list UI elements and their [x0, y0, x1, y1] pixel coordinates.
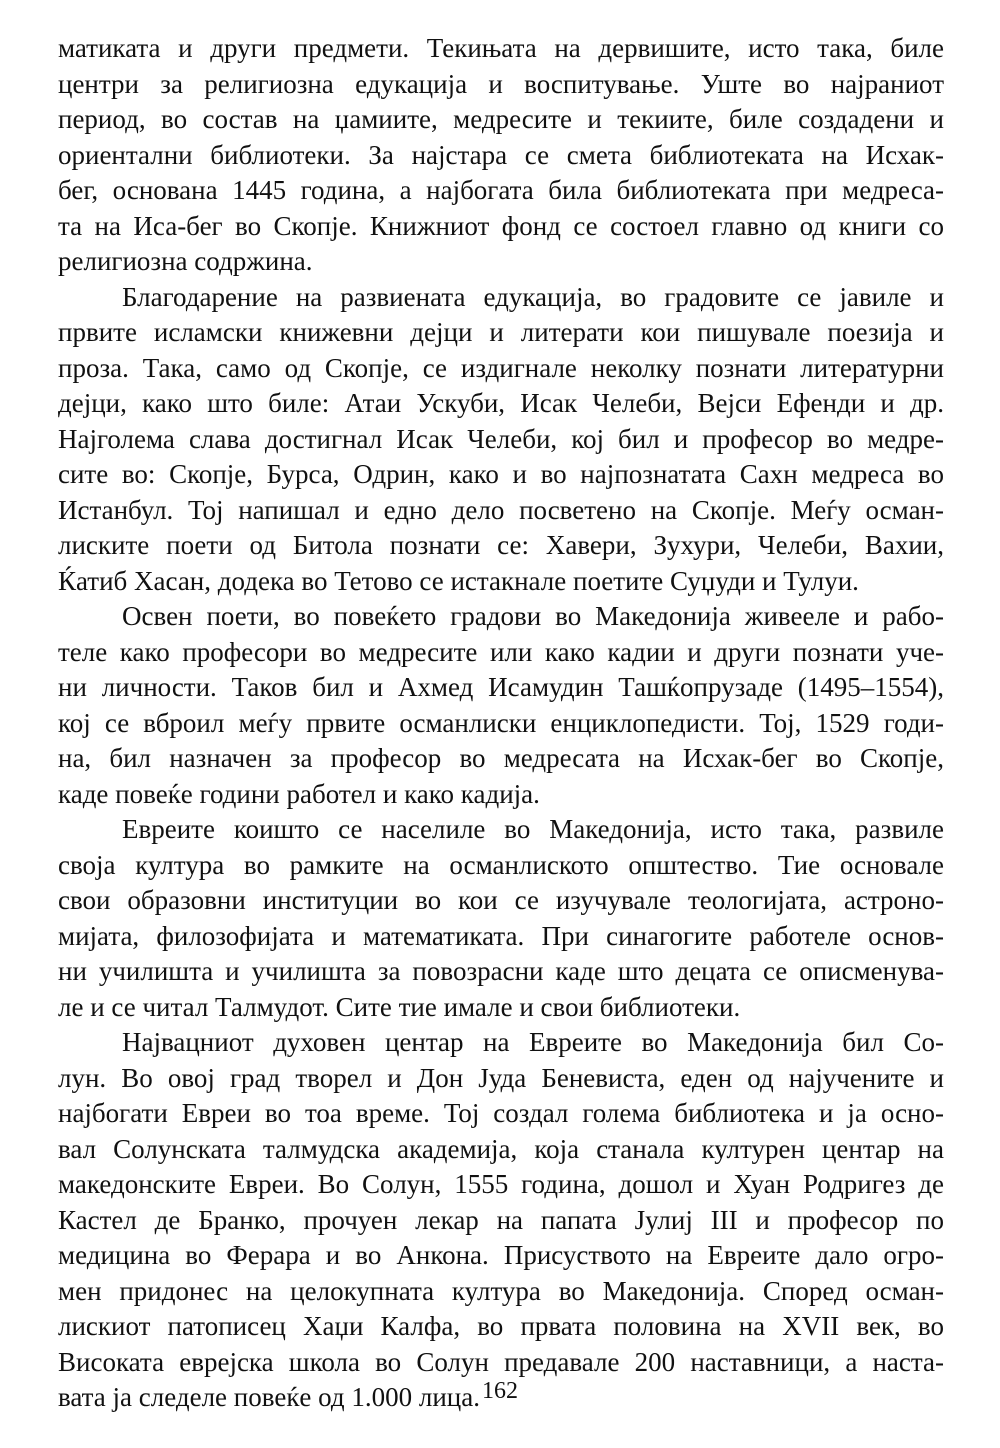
text-line: Благодарение на развиената едукација, во градовите се јавиле и: [122, 281, 944, 312]
text-line: лиските поети од Битола познати се: Хавери, Зухури, Челеби, Вахии,: [58, 530, 944, 560]
text-line: мен придонес на целокупната култура во Македонија. Според осман-: [58, 1275, 944, 1306]
text-line: ни училишта и училишта за повозрасни каде што децата се описменува-: [58, 956, 944, 986]
text-line: сите во: Скопје, Бурса, Одрин, како и во најпознатата Сахн медреса во: [58, 459, 944, 489]
text-line: на, бил назначен за професор во медресата на Исхак-бег во Скопје,: [58, 743, 944, 773]
text-line: теле како професори во медресите или како кадии и други познати уче-: [58, 636, 944, 667]
text-line: проза. Така, само од Скопје, се издигнале неколку познати литературни: [58, 352, 944, 383]
text-line: свои образовни институции во кои се изучувале теологијата, астроно-: [58, 885, 944, 915]
text-line: вал Солунската талмудска академија, која станала културен центар на: [58, 1133, 944, 1164]
page-number: 162: [482, 1378, 518, 1404]
text-line: Ќатиб Хасан, додека во Тетово се истакнале поетите Суџуди и Тулуи.: [58, 565, 859, 596]
paragraph: [58, 812, 944, 1025]
text-line: ориентални библиотеки. За најстара се смета библиотеката на Исхак-: [58, 139, 944, 170]
text-line: лун. Во овој град творел и Дон Јуда Беневиста, еден од најучените и: [58, 1062, 944, 1093]
text-line: религиозна содржина.: [58, 246, 313, 276]
text-line: вата ја следеле повеќе од 1.000 лица.: [58, 1382, 480, 1412]
text-line: период, во состав на џамиите, медресите и текиите, биле создадени и: [58, 104, 944, 134]
text-line: ле и се читал Талмудот. Сите тие имале и свои библиотеки.: [58, 991, 741, 1022]
text-line: мијата, филозофијата и математиката. При синагогите работеле основ-: [58, 920, 944, 951]
paragraph: [58, 31, 944, 280]
body-text: [58, 31, 944, 1416]
text-line: дејци, како што биле: Атаи Ускуби, Исак Челеби, Вејси Ефенди и др.: [58, 388, 944, 418]
text-line: матиката и други предмети. Текињата на дервишите, исто така, биле: [58, 33, 944, 63]
text-line: Освен поети, во повеќето градови во Македонија живееле и рабо-: [122, 601, 944, 631]
text-line: своја култура во рамките на османлиското општество. Тие основале: [58, 849, 944, 880]
paragraph: [58, 599, 944, 812]
text-line: ни личности. Таков бил и Ахмед Исамудин Ташќопрузаде (1495–1554),: [58, 672, 944, 702]
text-line: првите исламски книжевни дејци и литерати кои пишувале поезија и: [58, 317, 944, 347]
text-line: Највацниот духовен центар на Евреите во Македонија бил Со-: [122, 1027, 944, 1057]
text-line: лискиот патописец Хаџи Калфа, во првата половина на XVII век, во: [58, 1311, 944, 1341]
text-line: најбогати Евреи во тоа време. Тој создал голема библиотека и ја осно-: [58, 1098, 944, 1128]
text-line: медицина во Ферара и во Анкона. Присуството на Евреите дало огро-: [58, 1240, 944, 1270]
text-line: центри за религиозна едукација и воспитување. Уште во најраниот: [58, 68, 944, 99]
text-line: Најголема слава достигнал Исак Челеби, кој бил и професор во медре-: [58, 423, 944, 454]
text-line: Високата еврејска школа во Солун предавале 200 наставници, а наста-: [58, 1346, 944, 1377]
text-line: та на Иса-бег во Скопје. Книжниот фонд се состоел главно од книги со: [58, 210, 944, 241]
text-line: бег, основана 1445 година, а најбогата била библиотеката при медреса-: [58, 175, 944, 205]
text-line: македонските Евреи. Во Солун, 1555 година, дошол и Хуан Родригез де: [58, 1169, 944, 1199]
text-line: Евреите коишто се населиле во Македонија, исто така, развиле: [122, 814, 944, 844]
paragraph: [58, 280, 944, 600]
text-line: каде повеќе години работел и како кадија.: [58, 778, 540, 809]
text-line: кој се вброил меѓу првите османлиски енциклопедисти. Тој, 1529 годи-: [58, 707, 944, 738]
text-line: Кастел де Бранко, прочуен лекар на папата Јулиј III и професор по: [58, 1204, 944, 1235]
paragraph: [58, 1025, 944, 1416]
text-line: Истанбул. Тој напишал и едно дело посветено на Скопје. Меѓу осман-: [58, 494, 944, 525]
